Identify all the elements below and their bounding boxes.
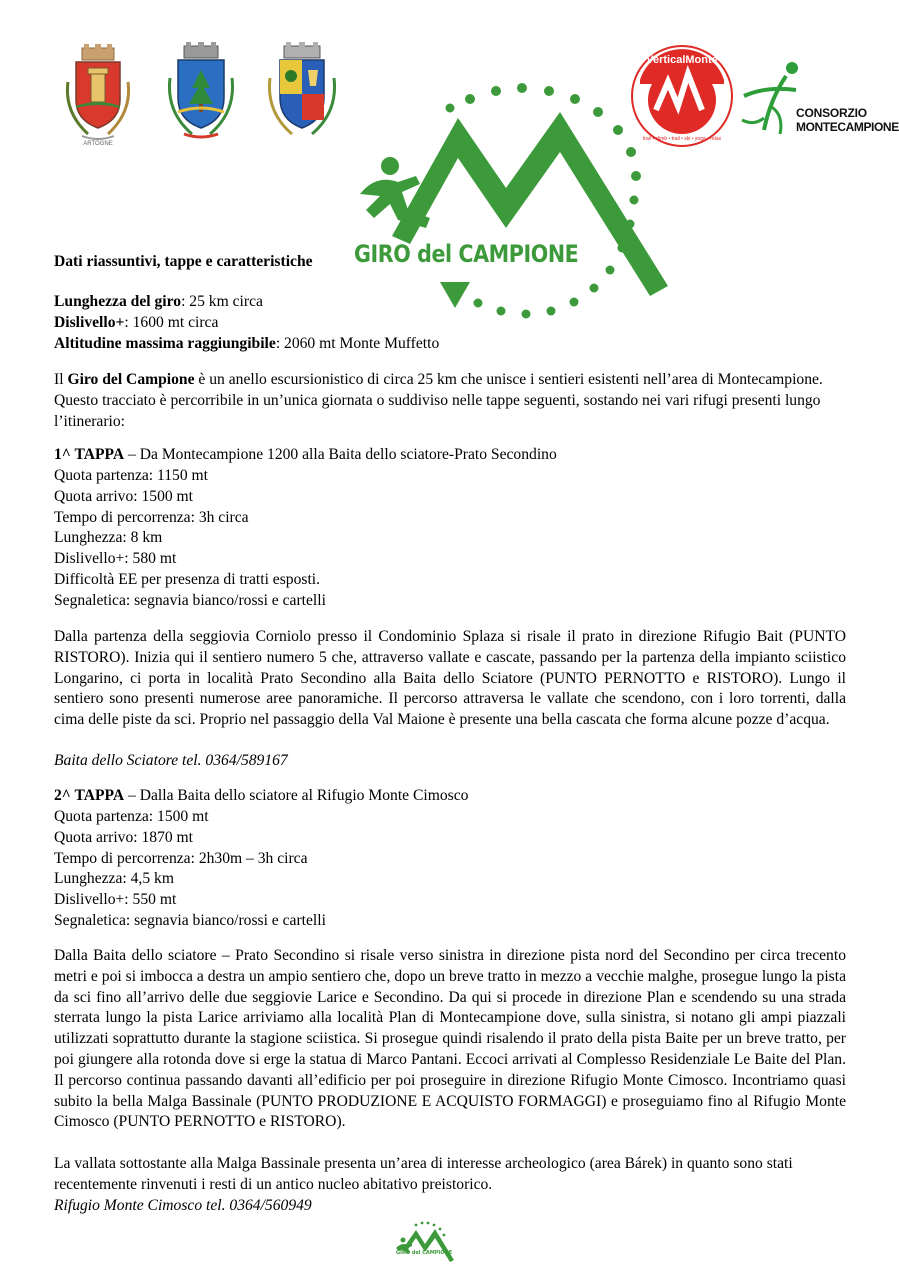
- stage2-title-bold: 2^ TAPPA: [54, 787, 125, 804]
- stage1-detail: Lunghezza: 8 km: [54, 529, 163, 547]
- length-value: : 25 km circa: [181, 293, 263, 310]
- stage1-detail: Tempo di percorrenza: 3h circa: [54, 508, 249, 526]
- stage1-title: [54, 445, 557, 466]
- summary-length: [54, 292, 263, 313]
- stage2-details: [54, 807, 326, 932]
- summary-elevation: [54, 313, 218, 334]
- altitude-value: : 2060 mt Monte Muffetto: [275, 335, 440, 352]
- crest-caption: ARTOGNE: [83, 141, 113, 147]
- intro-paragraph: [54, 370, 854, 432]
- stage2-title: [54, 786, 468, 807]
- stage1-contact: [54, 751, 288, 772]
- elevation-label: Dislivello+: [54, 314, 125, 331]
- stage1-contact-text: Baita dello Sciatore tel. 0364/589167: [54, 752, 288, 769]
- footer-logo-text: GIRO del CAMPIONE: [396, 1250, 453, 1256]
- stage1-description: Dalla partenza della seggiovia Corniolo presso il Condominio Splaza si risale il prato in direzione Rifugio Bait (PUNTO RISTORO). Inizia qui il sentiero numero 5 che, attraverso vallate e cascate, passando per la partenza della impianto sciistico Longarino, ci porta in località Prato Secondino alla Baita dello Sciatore (PUNTO PERNOTTO e RISTORO). Lungo il sentiero sono presenti numerose aree panoramiche. Il percorso attraversa le vallate che scendono, con i loro torrenti, dalla cima delle piste da sci. Proprio nel passaggio della Val Maione è presente una bella cascata che forma alcune pozze d’acqua.: [54, 628, 846, 729]
- stage2-detail: Tempo di percorrenza: 2h30m – 3h circa: [54, 849, 308, 867]
- intro-bold: Giro del Campione: [67, 371, 195, 388]
- stage1-detail: Difficoltà EE per presenza di tratti esposti.: [54, 570, 321, 588]
- municipal-crest-logo-2: [158, 42, 244, 142]
- summary-altitude: [54, 334, 439, 355]
- verticalmonte-tagline: trail • climb • trail • ski • yoga • relax: [642, 136, 722, 142]
- summary-heading-text: Dati riassuntivi, tappe e caratteristiche: [54, 253, 313, 270]
- artogne-crest-logo: [58, 42, 138, 152]
- stage2-contact-text: Rifugio Monte Cimosco tel. 0364/560949: [54, 1197, 312, 1214]
- stage2-detail: Quota partenza: 1500 mt: [54, 808, 209, 825]
- consorzio-montecampione-logo: [740, 60, 899, 140]
- municipal-crest-logo-3: [258, 42, 346, 142]
- stage2-contact: [54, 1196, 312, 1217]
- verticalmonte-name: VerticalMonte: [646, 54, 718, 66]
- stage2-detail: Quota arrivo: 1870 mt: [54, 828, 194, 846]
- stage2-detail: Lunghezza: 4,5 km: [54, 870, 174, 888]
- stage1-title-rest: – Da Montecampione 1200 alla Baita dello sciatore-Prato Secondino: [124, 446, 557, 463]
- length-label: Lunghezza del giro: [54, 293, 182, 310]
- altitude-label: Altitudine massima raggiungibile: [54, 335, 276, 352]
- stage1-title-bold: 1^ TAPPA: [54, 446, 125, 463]
- consorzio-line1: CONSORZIO: [796, 106, 867, 120]
- intro-post: è un anello escursionistico di circa 25 km che unisce i sentieri esistenti nell’area di Montecampione. Questo tracciato è percorribile in un’unica giornata o suddiviso nelle tappe seguenti, sostando nei vari rifugi presenti lungo l’itinerario:: [54, 371, 823, 430]
- stage1-detail: Quota partenza: 1150 mt: [54, 467, 209, 484]
- stage2-detail: Dislivello+: 550 mt: [54, 891, 177, 909]
- consorzio-line2: MONTECAMPIONE: [796, 120, 899, 134]
- footer-giro-logo: [394, 1220, 456, 1264]
- giro-del-campione-logo: [346, 78, 676, 324]
- stage1-detail: Dislivello+: 580 mt: [54, 550, 177, 568]
- giro-logo-title: GIRO del CAMPIONE: [354, 240, 579, 268]
- stage2-description: Dalla Baita dello sciatore – Prato Secondino si risale verso sinistra in direzione pista nord del Secondino per circa trecento metri e poi si imbocca a destra un ampio sentiero che, dopo un breve tratto in mezzo a vecchie malghe, prosegue lungo la pista da sci fino all’arrivo delle due seggiovie Larice e Secondino. Da qui si procede in direzione Plan e scendendo su una strada sterrata lungo la pista Larice arriviamo alla località Plan di Montecampione dove, sulla sinistra, si notano gli ampi piazzali utilizzati soprattutto durante la stagione sciistica. Si prosegue quindi risalendo il prato della pista Baite per un breve tratto, per poi giungere alla rotonda dove si erge la statua di Marco Pantani. Eccoci arrivati al Complesso Residenziale Le Baite del Plan. Il percorso continua passando davanti all’edificio per poi proseguire in direzione Rifugio Monte Cimosco. Incontriamo quasi subito la bella Malga Bassinale (PUNTO PRODUZIONE E ACQUISTO FORMAGGI) e proseguiamo fino al Rifugio Monte Cimosco (PUNTO PERNOTTO e RISTORO).: [54, 947, 846, 1131]
- stage2-title-rest: – Dalla Baita dello sciatore al Rifugio Monte Cimosco: [124, 787, 469, 804]
- verticalmonte-logo: [630, 44, 734, 148]
- stage1-details: [54, 466, 326, 612]
- stage2-detail: Segnaletica: segnavia bianco/rossi e cartelli: [54, 911, 326, 929]
- stage2-archaeology: La vallata sottostante alla Malga Bassinale presenta un’area di interesse archeologico (area Bárek) in quanto sono stati recentemente rinvenuti i resti di un antico nucleo abitativo preistorico.: [54, 1155, 793, 1193]
- summary-heading: [54, 252, 313, 273]
- elevation-value: : 1600 mt circa: [124, 314, 219, 331]
- stage1-detail: Quota arrivo: 1500 mt: [54, 487, 194, 505]
- intro-pre: Il: [54, 371, 68, 388]
- stage1-detail: Segnaletica: segnavia bianco/rossi e cartelli: [54, 591, 326, 609]
